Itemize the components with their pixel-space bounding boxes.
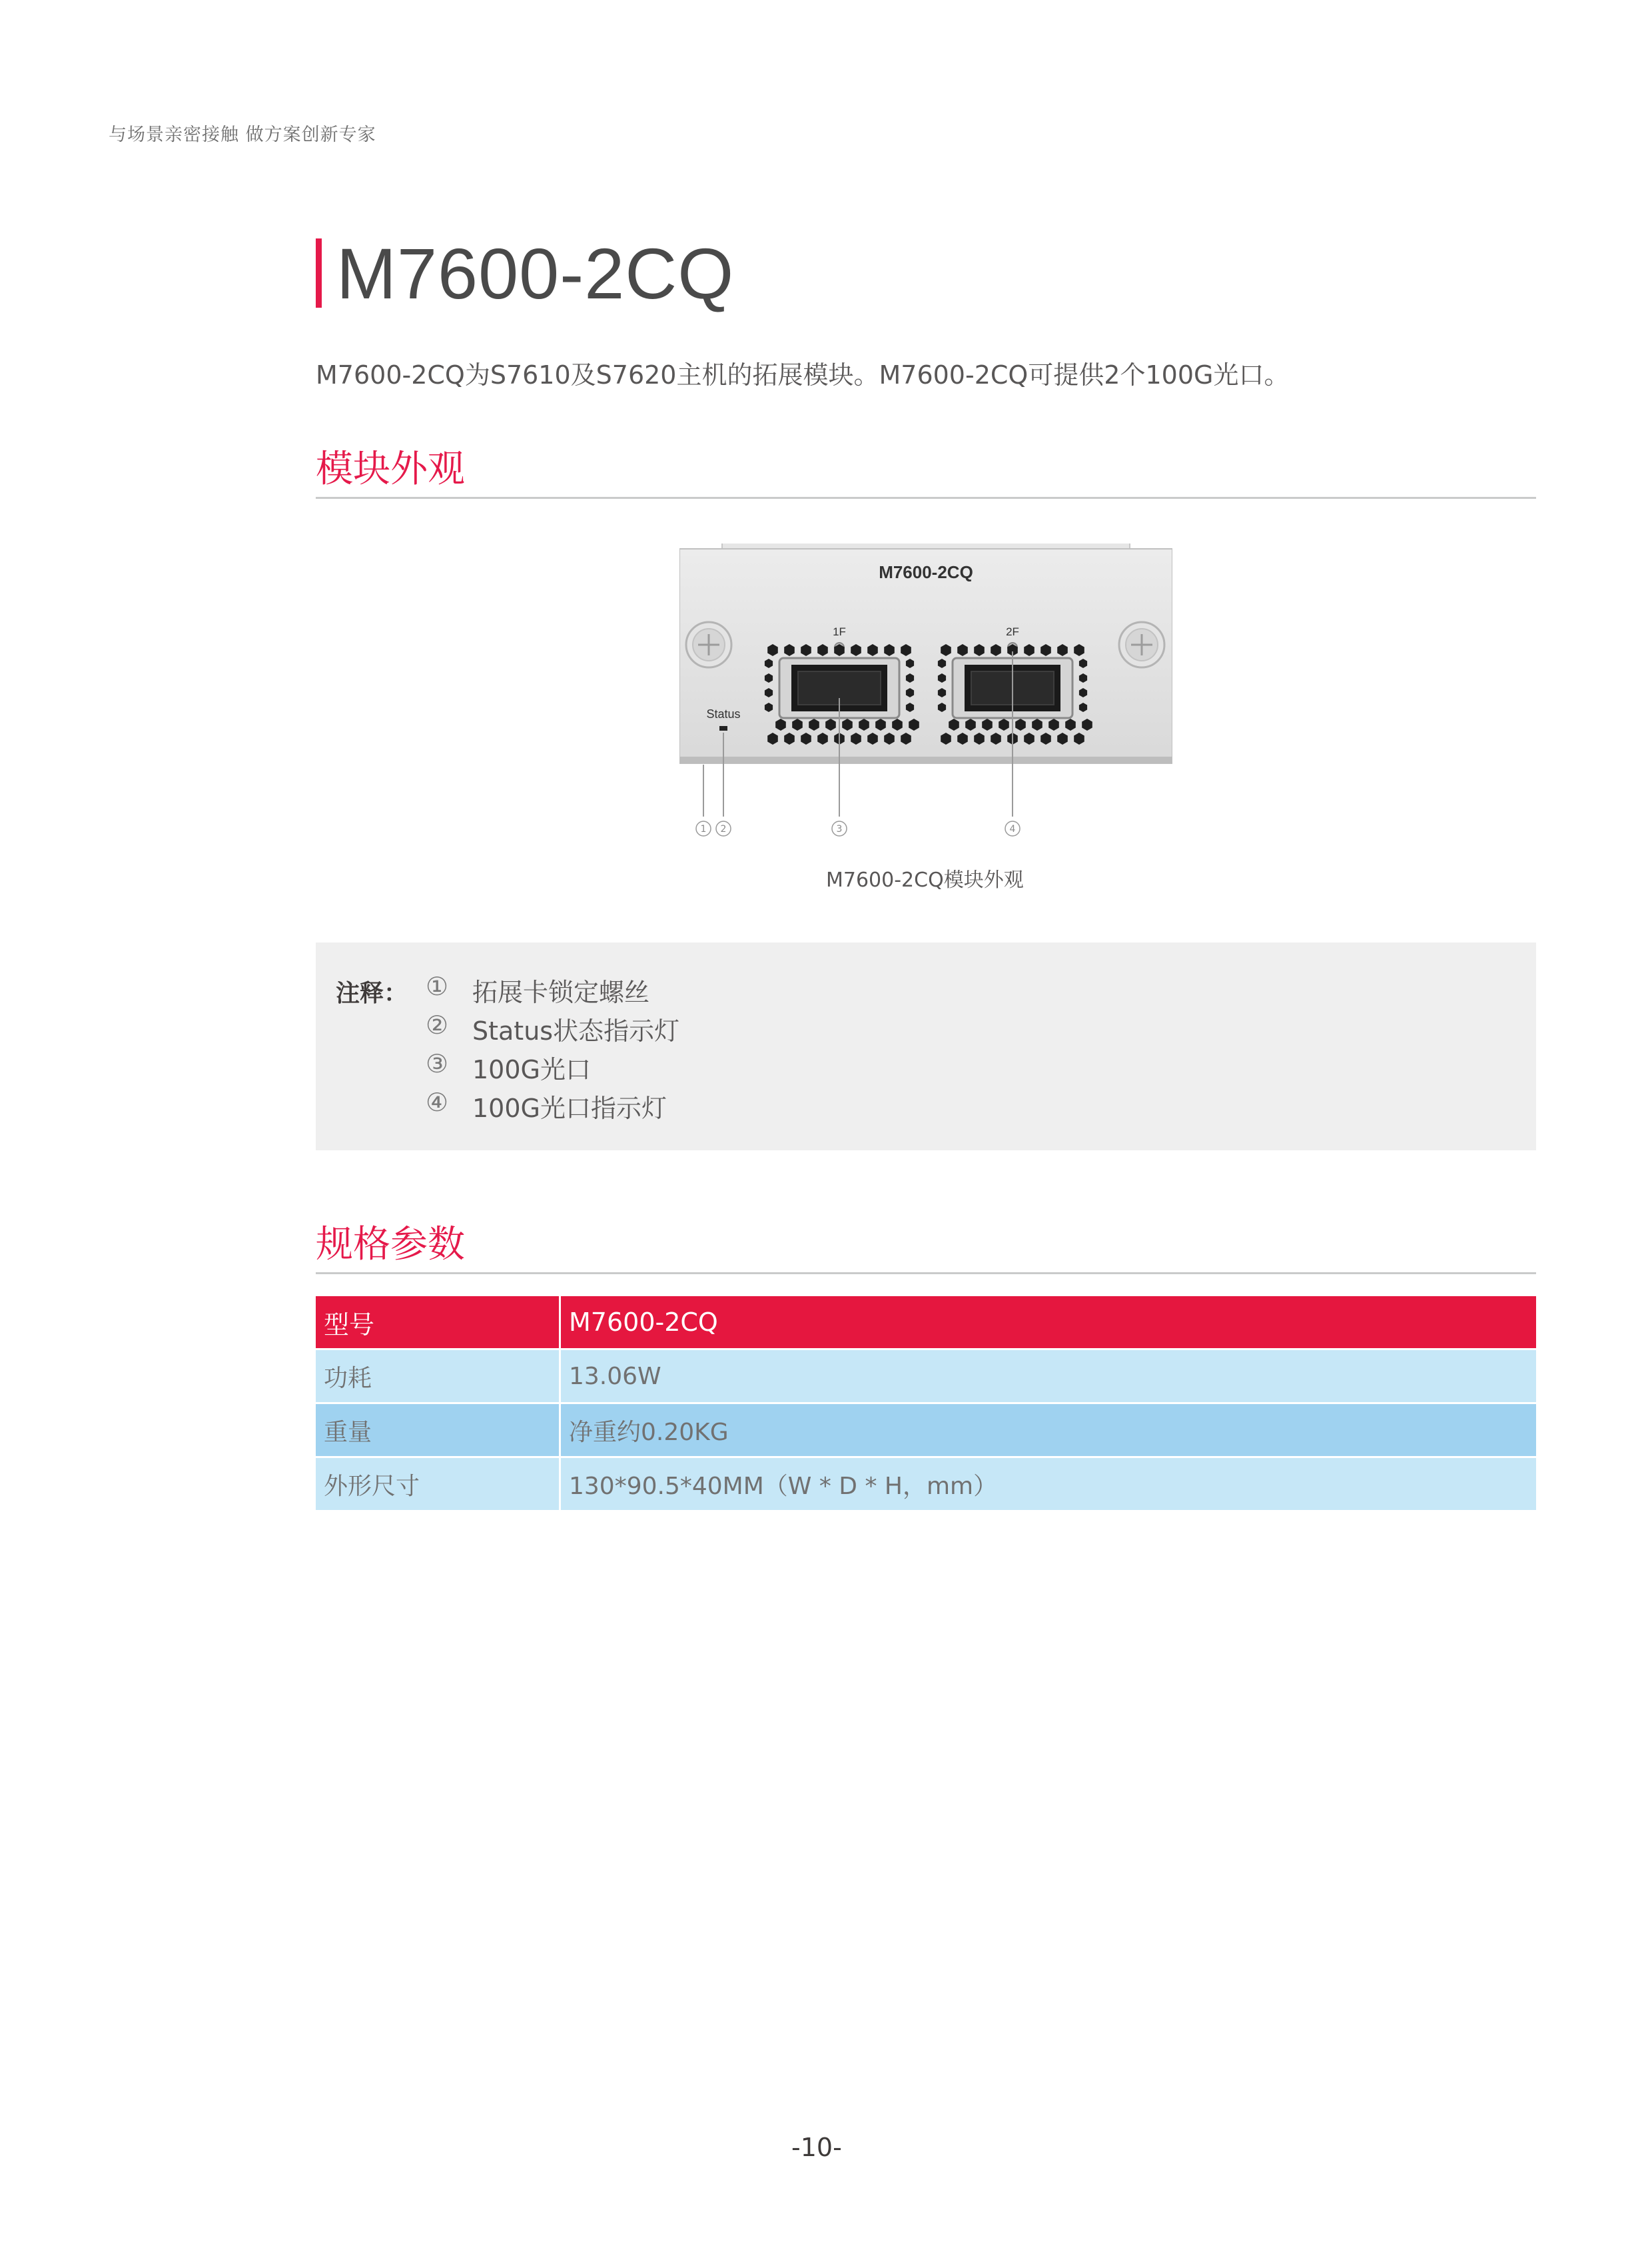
spec-value: 130*90.5*40MM（W * D * H，mm） xyxy=(561,1458,1536,1512)
port2-label: 2F xyxy=(1006,625,1019,638)
intro-text: M7600-2CQ为S7610及S7620主机的拓展模块。M7600-2CQ可提供2个100G光口。 xyxy=(316,360,1290,390)
note-number: ④ xyxy=(426,1088,449,1117)
page-number: -10- xyxy=(791,2133,842,2162)
notes-label: 注释： xyxy=(336,980,408,1007)
table-row xyxy=(316,1458,1536,1512)
spec-table xyxy=(316,1296,1536,1512)
note-text: 100G光口 xyxy=(472,1055,591,1084)
section-heading-specs xyxy=(316,1215,1536,1274)
callout-4: 4 xyxy=(1009,824,1016,835)
spec-key: 外形尺寸 xyxy=(316,1458,561,1512)
title-block xyxy=(316,233,734,313)
note-item xyxy=(426,1088,667,1124)
callout-2: 2 xyxy=(720,824,727,835)
spec-key: 型号 xyxy=(316,1296,561,1350)
note-number: ③ xyxy=(426,1049,449,1078)
section-title-appearance: 模块外观 xyxy=(316,448,465,491)
note-item xyxy=(426,1010,679,1047)
spec-value: 净重约0.20KG xyxy=(561,1404,1536,1458)
bottom-lip xyxy=(679,757,1172,763)
spec-key: 重量 xyxy=(316,1404,561,1458)
panel-label: M7600-2CQ xyxy=(879,562,973,582)
table-row xyxy=(316,1404,1536,1458)
spec-value: 13.06W xyxy=(561,1350,1536,1404)
notes-box xyxy=(316,942,1536,1150)
title-accent-bar xyxy=(316,238,322,308)
header-slogan: 与场景亲密接触 做方案创新专家 xyxy=(109,125,376,145)
note-text: 100G光口指示灯 xyxy=(472,1094,667,1123)
note-item xyxy=(426,972,649,1008)
spec-value: M7600-2CQ xyxy=(561,1296,1536,1350)
note-item xyxy=(426,1049,591,1086)
page-title: M7600-2CQ xyxy=(336,232,735,314)
table-row xyxy=(316,1296,1536,1350)
spec-key: 功耗 xyxy=(316,1350,561,1404)
figure-caption: M7600-2CQ模块外观 xyxy=(826,869,1024,892)
note-text: 拓展卡锁定螺丝 xyxy=(472,978,650,1007)
note-number: ① xyxy=(426,972,449,1001)
status-led-icon xyxy=(719,726,727,731)
section-title-specs: 规格参数 xyxy=(316,1223,465,1266)
callout-1: 1 xyxy=(700,824,707,835)
port1-label: 1F xyxy=(833,625,846,638)
right-screw-icon xyxy=(1119,622,1164,667)
left-screw-icon xyxy=(686,622,731,667)
callout-markers xyxy=(696,821,1020,836)
table-row xyxy=(316,1350,1536,1404)
section-heading-appearance xyxy=(316,440,1536,499)
module-figure xyxy=(679,544,1172,845)
note-text: Status状态指示灯 xyxy=(472,1016,680,1046)
note-number: ② xyxy=(426,1010,449,1040)
callout-3: 3 xyxy=(836,824,843,835)
status-label: Status xyxy=(706,707,741,721)
